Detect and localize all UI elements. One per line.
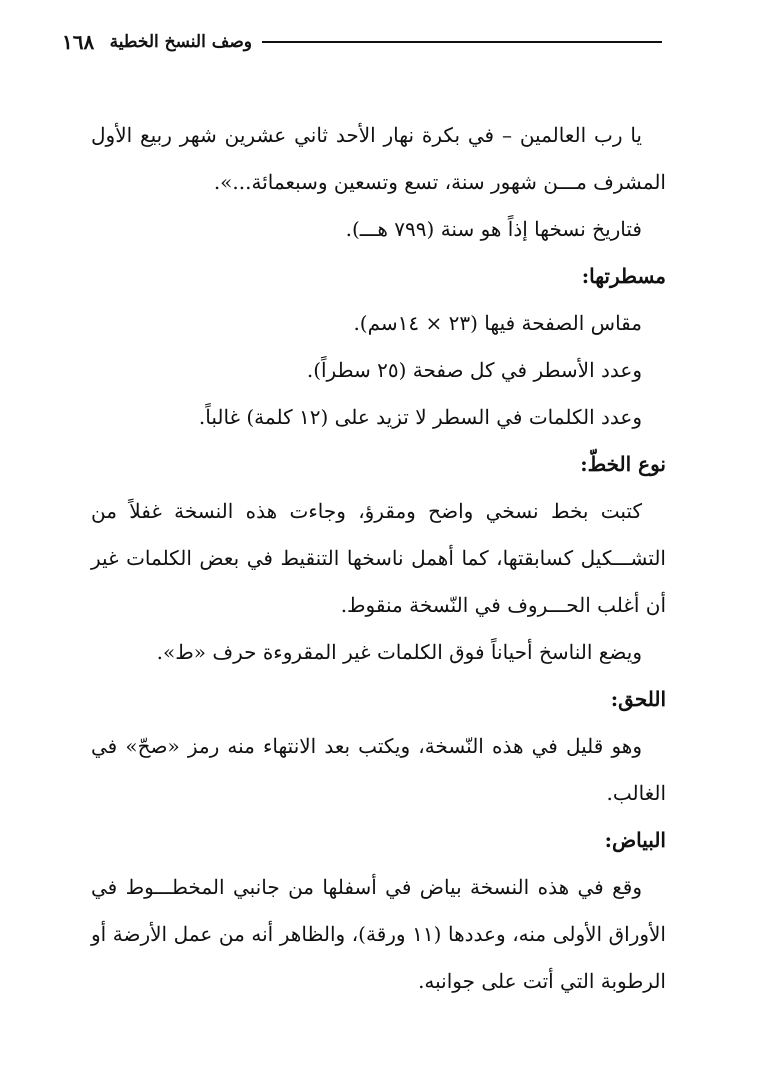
paragraph-blank-areas: وقع في هذه النسخة بياض في أسفلها من جانبي المخطـــوط في الأوراق الأولى منه، وعددها (١١ ورقة)، والظاهر أنه من عمل الأرضة أو الرطوبة التي أتت على جوانبه. [91, 875, 666, 993]
page-number: ١٦٨ [62, 30, 95, 54]
paragraph-page-size: مقاس الصفحة فيها (٢٣ × ١٤سم). [353, 311, 642, 335]
paragraph-colophon-end: يا رب العالمين – في بكرة نهار الأحد ثاني عشرين شهر ربيع الأول المشرف مـــن شهور سنة، تسع وتسعين وسبعمائة...». [91, 123, 666, 194]
heading-blank-areas: البياض: [604, 828, 666, 852]
heading-marginal-additions: اللحق: [610, 687, 666, 711]
running-title: وصف النسخ الخطية [109, 32, 252, 52]
paragraph-copy-date: فتاريخ نسخها إذاً هو سنة (٧٩٩ هـــ). [345, 217, 642, 241]
paragraph-unreadable-mark: ويضع الناسخ أحياناً فوق الكلمات غير المقروءة حرف «ط». [156, 640, 642, 664]
page-body [91, 112, 666, 1005]
paragraph-lines-per-page: وعدد الأسطر في كل صفحة (٢٥ سطراً). [306, 358, 642, 382]
paragraph-words-per-line: وعدد الكلمات في السطر لا تزيد على (١٢ كلمة) غالباً. [198, 405, 642, 429]
header-rule [262, 41, 662, 43]
paragraph-script-description: كتبت بخط نسخي واضح ومقرؤ، وجاءت هذه النسخة غفلاً من التشـــكيل كسابقتها، كما أهمل ناسخها التنقيط في بعض الكلمات غير أن أغلب الحـــروف في النّسخة منقوط. [91, 499, 666, 617]
heading-script-type: نوع الخطّ: [580, 452, 666, 476]
heading-ruling: مسطرتها: [581, 264, 666, 288]
paragraph-marginal-additions: وهو قليل في هذه النّسخة، ويكتب بعد الانتهاء منه رمز «صحّ» في الغالب. [91, 734, 666, 805]
running-header [62, 28, 662, 62]
